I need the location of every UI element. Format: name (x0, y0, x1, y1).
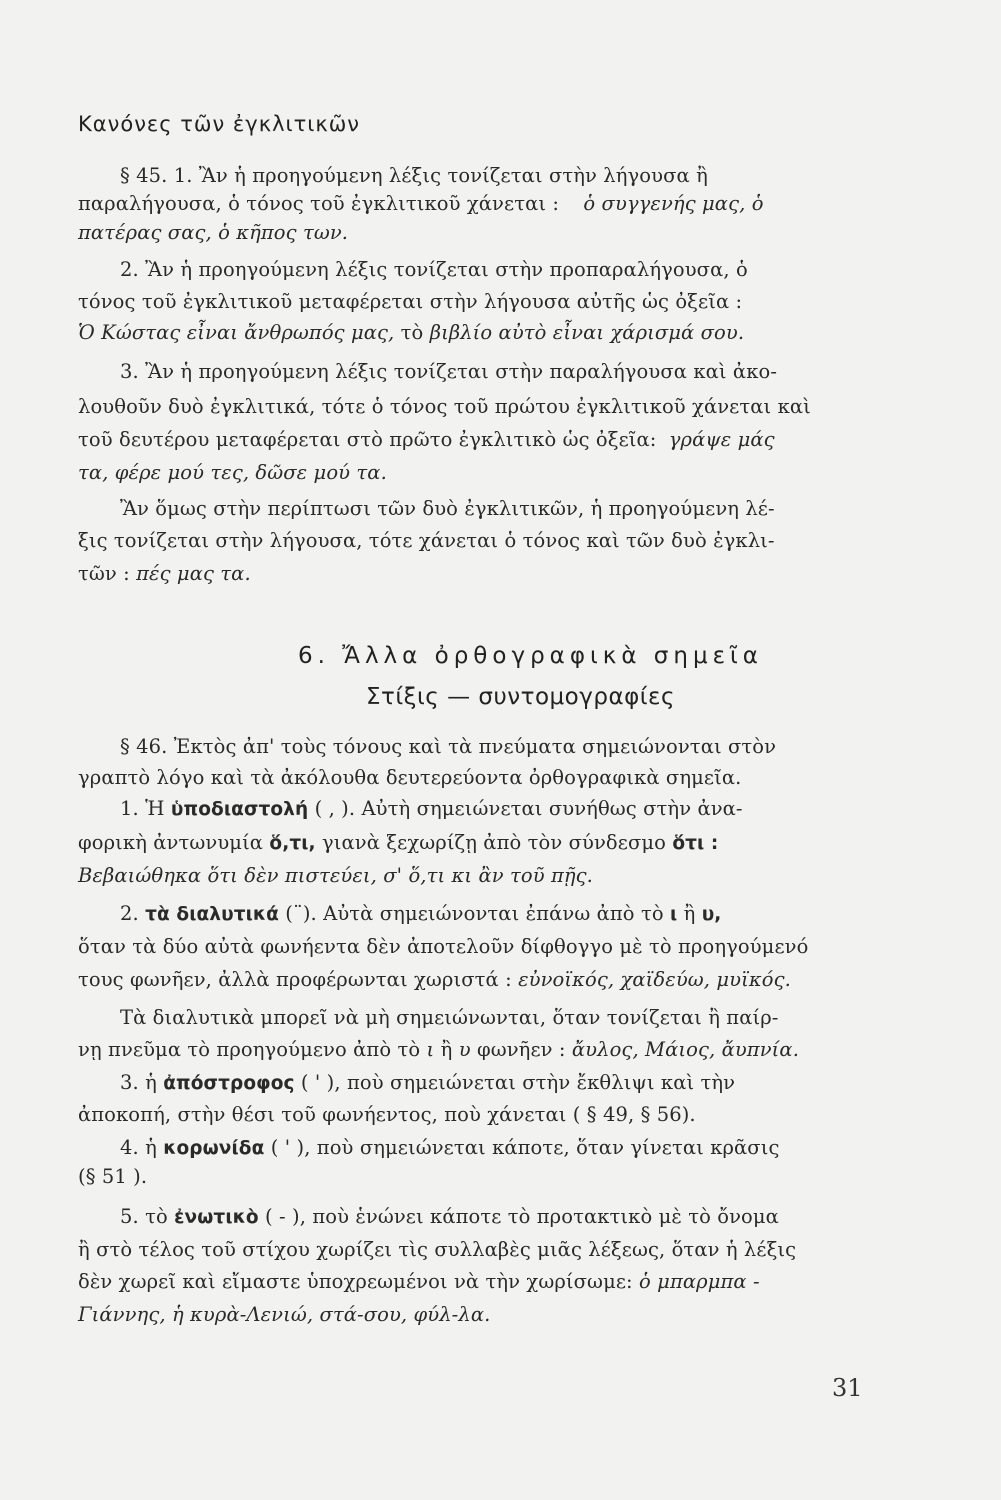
item-2-letter: υ (458, 1038, 471, 1061)
item-5-example: Γιάννης, ἡ κυρὰ-Λενιώ, στά-σου, φύλ-λα. (78, 1303, 491, 1326)
rule-2-text: 2. Ἂν ἡ προηγούμενη λέξις τονίζεται στὴν προπαραλήγουσα, ὁ (120, 258, 748, 281)
item-2-text: ἢ (683, 902, 696, 925)
item-4-text: (§ 51 ). (78, 1165, 148, 1188)
rule-3b-example: πές μας τα. (136, 562, 251, 585)
item-1-line-2 (78, 829, 878, 858)
chapter-subheading: Στίξις — συντομογραφίες (365, 684, 675, 710)
item-5-line-2 (78, 1236, 878, 1264)
rule-3-line-2 (78, 393, 878, 421)
rule-3-line-3 (78, 426, 878, 454)
item-2-text: (¨). Αὐτὰ σημειώνονται ἐπάνω ἀπὸ τὸ (285, 902, 664, 925)
rule-3-text: 3. Ἂν ἡ προηγούμενη λέξις τονίζεται στὴν παραλήγουσα καὶ ἀκο- (120, 360, 778, 383)
paragraph-46-text: γραπτὸ λόγο καὶ τὰ ἀκόλουθα δευτερεύοντα ὀρθογραφικὰ σημεῖα. (78, 766, 742, 789)
item-4-number: 4. ἡ (120, 1136, 157, 1159)
paragraph-46-line-2 (78, 764, 878, 792)
item-3-text: ( ' ), ποὺ σημειώνεται στὴν ἔκθλιψι καὶ τὴν (300, 1071, 736, 1094)
item-2-line-1 (120, 900, 878, 929)
rule-3b-text: ξις τονίζεται στὴν λήγουσα, τότε χάνεται ὁ τόνος καὶ τῶν δυὸ ἐγκλι- (78, 529, 775, 552)
rule-1-text: παραλήγουσα, ὁ τόνος τοῦ ἐγκλιτικοῦ χάνεται : (78, 192, 560, 215)
item-2-text: φωνῆεν : (476, 1038, 566, 1061)
chapter-heading: 6. Ἄλλα ὀρθογραφικὰ σημεῖα (298, 643, 763, 669)
item-2-line-4 (120, 1004, 878, 1032)
item-3-line-2 (78, 1101, 878, 1129)
item-2-example: εὐνοϊκός, χαϊδεύω, μυϊκός. (518, 968, 791, 991)
rule-1-line-3 (78, 219, 878, 247)
rule-2-line-1 (120, 256, 878, 284)
item-2-letter: ι (669, 904, 678, 925)
item-5-example: ὁ μπαρμπα - (639, 1270, 760, 1293)
item-1-text: φορικὴ ἀντωνυμία (78, 831, 264, 854)
item-2-text: ἢ (440, 1038, 453, 1061)
item-1-term: ὑποδιαστολή (170, 799, 309, 820)
item-2-example: ἄυλος, Μάιος, ἄυπνία. (571, 1038, 799, 1061)
rule-1-text: § 45. 1. Ἂν ἡ προηγούμενη λέξις τονίζεται στὴν λήγουσα ἢ (120, 164, 708, 187)
item-5-text: ( - ), ποὺ ἑνώνει κάποτε τὸ προτακτικὸ μὲ τὸ ὄνομα (265, 1205, 779, 1228)
page-number: 31 (832, 1374, 863, 1402)
item-3-number: 3. ἡ (120, 1071, 157, 1094)
item-2-letter: ι (426, 1038, 435, 1061)
item-1-line-3 (78, 862, 878, 890)
rule-2-text: τόνος τοῦ ἐγκλιτικοῦ μεταφέρεται στὴν λήγουσα αὐτῆς ὡς ὀξεῖα : (78, 290, 743, 313)
item-2-number: 2. (120, 902, 139, 925)
paragraph-46-text: § 46. Ἐκτὸς ἀπ' τοὺς τόνους καὶ τὰ πνεύματα σημειώνονται στὸν (120, 735, 777, 758)
item-4-text: ( ' ), ποὺ σημειώνεται κάποτε, ὅταν γίνεται κρᾶσις (270, 1136, 780, 1159)
rule-3b-line-3 (78, 560, 878, 588)
item-2-letter: υ, (701, 904, 722, 925)
rule-3-text: λουθοῦν δυὸ ἐγκλιτικά, τότε ὁ τόνος τοῦ πρώτου ἐγκλιτικοῦ χάνεται καὶ (78, 395, 811, 418)
item-5-line-3 (78, 1268, 878, 1296)
item-2-line-3 (78, 966, 878, 994)
item-4-line-2 (78, 1163, 878, 1191)
item-2-text: ὅταν τὰ δύο αὐτὰ φωνήεντα δὲν ἀποτελοῦν δίφθογγο μὲ τὸ προηγούμενό (78, 935, 809, 958)
rule-3b-line-2 (78, 527, 878, 555)
item-2-line-5 (78, 1036, 878, 1064)
rule-3b-text: Ἂν ὅμως στὴν περίπτωσι τῶν δυὸ ἐγκλιτικῶν, ἡ προηγούμενη λέ- (120, 497, 775, 520)
item-5-number: 5. τὸ (120, 1205, 168, 1228)
rule-3b-line-1 (120, 495, 878, 523)
item-3-text: ἀποκοπή, στὴν θέσι τοῦ φωνήεντος, ποὺ χάνεται ( § 49, § 56). (78, 1103, 696, 1126)
item-3-term: ἀπόστροφος (163, 1073, 295, 1094)
rule-3-line-4 (78, 459, 878, 487)
item-2-line-2 (78, 933, 878, 961)
item-2-text: Τὰ διαλυτικὰ μπορεῖ νὰ μὴ σημειώνωνται, ὅταν τονίζεται ἢ παίρ- (120, 1006, 779, 1029)
rule-1-line-1 (120, 162, 878, 190)
item-1-example: Βεβαιώθηκα ὅτι δὲν πιστεύει, σ' ὅ,τι κι ἂν τοῦ πῇς. (78, 864, 593, 887)
rule-3-line-1 (120, 358, 878, 386)
item-4-term: κορωνίδα (163, 1138, 265, 1159)
item-5-text: δὲν χωρεῖ καὶ εἴμαστε ὑποχρεωμένοι νὰ τὴν χωρίσωμε: (78, 1270, 633, 1293)
rule-1-example: πατέρας σας, ὁ κῆπος των. (78, 221, 349, 244)
item-5-line-4 (78, 1301, 878, 1329)
item-5-term: ἐνωτικὸ (174, 1207, 259, 1228)
item-1-line-1 (120, 795, 878, 824)
rule-2-line-2 (78, 288, 878, 316)
item-5-line-1 (120, 1203, 878, 1232)
rule-1-line-2 (78, 190, 878, 218)
item-1-number: 1. Ἡ (120, 797, 165, 820)
item-1-term: ὅ,τι, (269, 833, 316, 854)
item-4-line-1 (120, 1134, 878, 1163)
item-3-line-1 (120, 1069, 878, 1098)
rule-2-example: Ὁ Κώστας εἶναι ἄνθρωπός μας, (78, 321, 395, 344)
rule-3b-text: τῶν : (78, 562, 130, 585)
item-1-text: ( , ). Αὐτὴ σημειώνεται συνήθως στὴν ἀνα- (314, 797, 743, 820)
item-2-text: νῃ πνεῦμα τὸ προηγούμενο ἀπὸ τὸ (78, 1038, 421, 1061)
item-2-term: τὰ διαλυτικά (145, 904, 279, 925)
section-title: Κανόνες τῶν ἐγκλιτικῶν (78, 112, 361, 136)
rule-3-example: γράψε μάς (668, 428, 775, 451)
item-5-text: ἢ στὸ τέλος τοῦ στίχου χωρίζει τὶς συλλαβὲς μιᾶς λέξεως, ὅταν ἡ λέξις (78, 1238, 797, 1261)
rule-1-example: ὁ συγγενής μας, ὁ (583, 192, 764, 215)
item-1-term: ὅτι : (672, 833, 719, 854)
rule-2-text: τὸ (400, 321, 424, 344)
rule-2-line-3 (78, 319, 878, 347)
rule-3-text: τοῦ δευτέρου μεταφέρεται στὸ πρῶτο ἐγκλιτικὸ ὡς ὀξεῖα: (78, 428, 657, 451)
item-1-text: γιανὰ ξεχωρίζῃ ἀπὸ τὸν σύνδεσμο (322, 831, 666, 854)
rule-2-example: βιβλίο αὐτὸ εἶναι χάρισμά σου. (429, 321, 745, 344)
rule-3-example: τα, φέρε μού τες, δῶσε μού τα. (78, 461, 387, 484)
paragraph-46-line-1 (120, 733, 878, 761)
item-2-text: τους φωνῆεν, ἀλλὰ προφέρωνται χωριστά : (78, 968, 512, 991)
